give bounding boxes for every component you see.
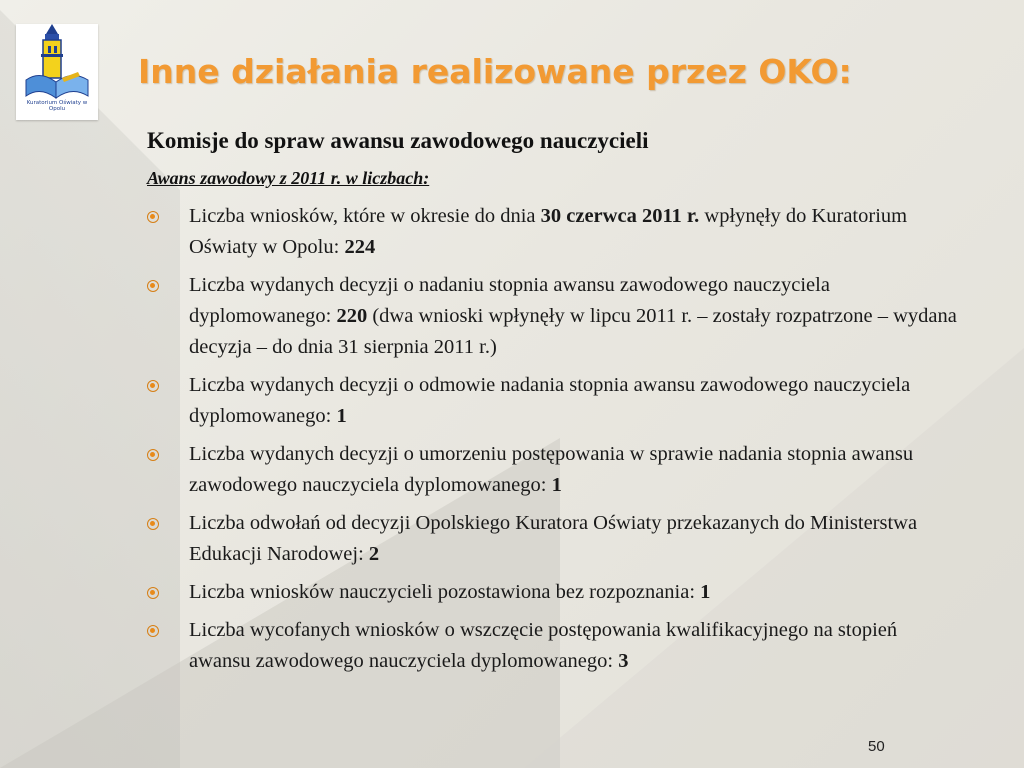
bullet-text: Liczba wydanych decyzji o nadaniu stopnia awansu zawodowego nauczyciela dyplomowanego: — [189, 274, 830, 327]
circle-dot-bullet-icon — [147, 280, 159, 292]
bullet-value: 2 — [368, 543, 380, 565]
circle-dot-bullet-icon — [147, 518, 159, 530]
bullet-item — [147, 439, 959, 501]
bullet-item — [147, 270, 959, 363]
bullet-value: 1 — [336, 405, 347, 427]
bullet-value: 3 — [618, 650, 629, 672]
bullet-item — [147, 508, 959, 570]
bullet-value: 1 — [700, 581, 711, 603]
bullet-text: Liczba wniosków, które w okresie do dnia — [189, 205, 541, 227]
circle-dot-bullet-icon — [147, 380, 159, 392]
bullet-text: wpłynęły do Kuratorium Oświaty w Opolu: — [189, 205, 908, 258]
circle-dot-bullet-icon — [147, 587, 159, 599]
bullet-item — [147, 615, 959, 677]
bullet-value: 1 — [551, 474, 562, 496]
section-subtitle: Komisje do spraw awansu zawodowego nauczycieli — [147, 128, 649, 153]
bullet-text: Liczba odwołań od decyzji Opolskiego Kuratora Oświaty przekazanych do Ministerstwa Edukacji Narodowej: — [189, 512, 918, 565]
bullet-text: Liczba wycofanych wniosków o wszczęcie postępowania kwalifikacyjnego na stopień awansu zawodowego nauczyciela dyplomowanego: — [189, 619, 898, 672]
kuratorium-logo — [16, 24, 98, 120]
bullet-value: 30 czerwca 2011 r. — [540, 205, 700, 227]
bullet-text: (dwa wnioski wpłynęły w lipcu 2011 r. – zostały rozpatrzone – wydana decyzja – do dnia 31 sierpnia 2011 r.) — [189, 305, 957, 358]
circle-dot-bullet-icon — [147, 625, 159, 637]
page-number: 50 — [868, 738, 885, 755]
bullet-list — [147, 201, 959, 684]
bullet-item — [147, 577, 959, 608]
bullet-value: 224 — [344, 236, 376, 258]
bullet-item — [147, 201, 959, 263]
intro-heading: Awans zawodowy z 2011 r. w liczbach: — [147, 168, 430, 188]
bullet-text: Liczba wydanych decyzji o odmowie nadania stopnia awansu zawodowego nauczyciela dyplomowanego: — [189, 374, 911, 427]
slide-title: Inne działania realizowane przez OKO: — [138, 52, 852, 91]
bullet-text: Liczba wniosków nauczycieli pozostawiona bez rozpoznania: — [189, 581, 701, 603]
circle-dot-bullet-icon — [147, 449, 159, 461]
circle-dot-bullet-icon — [147, 211, 159, 223]
logo-text: Kuratorium Oświaty w Opolu — [26, 100, 88, 112]
bullet-item — [147, 370, 959, 432]
bullet-value: 220 — [336, 305, 368, 327]
bullet-text: Liczba wydanych decyzji o umorzeniu postępowania w sprawie nadania stopnia awansu zawodowego nauczyciela dyplomowanego: — [189, 443, 914, 496]
